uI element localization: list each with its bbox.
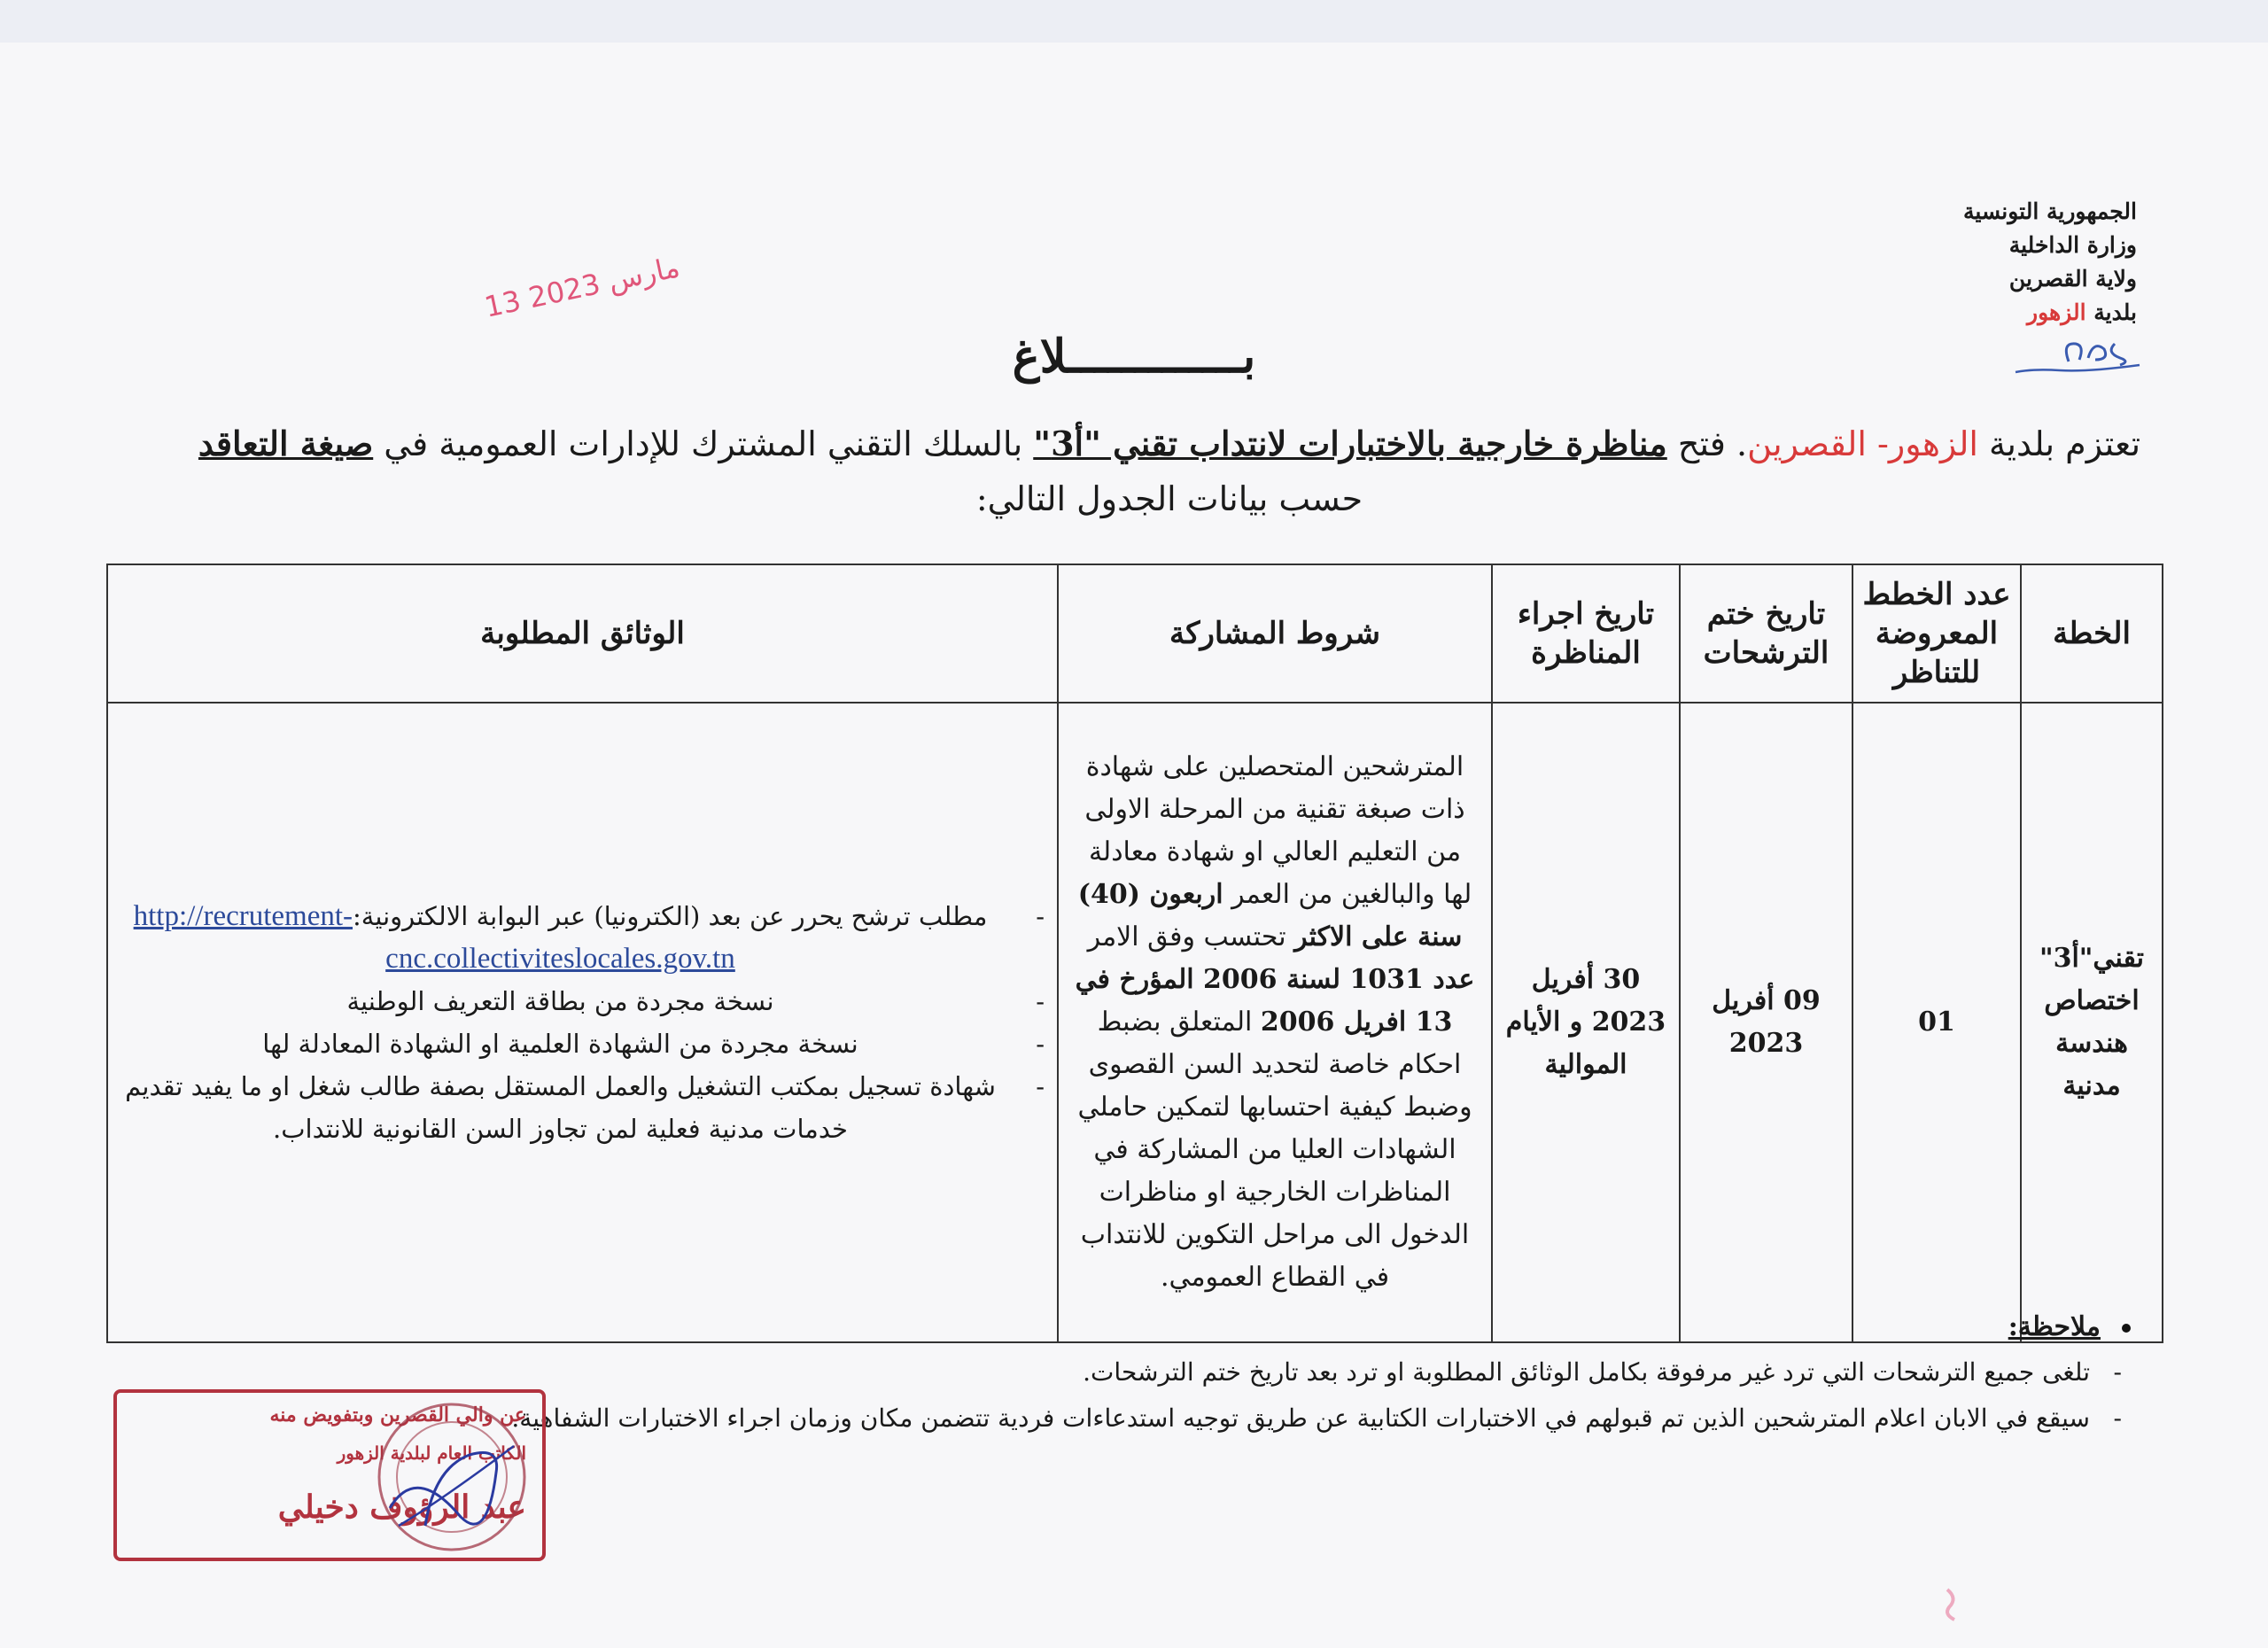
competition-table	[106, 564, 2163, 1343]
list-item: - نسخة مجردة من بطاقة التعريف الوطنية	[120, 980, 1045, 1022]
date-stamp: 13 مارس 2023	[481, 250, 683, 324]
list-item: - شهادة تسجيل بمكتب التشغيل والعمل المستقل بصفة طالب شغل او ما يفيد تقديم خدمات مدنية فعلية لمن تجاوز السن القانونية للانتداب.	[120, 1065, 1045, 1150]
list-item: - مطلب ترشح يحرر عن بعد (الكترونيا) عبر البوابة الالكترونية:http://recrutement-cnc.collectiviteslocales.gov.tn	[120, 895, 1045, 980]
notes-heading: ملاحظة:	[93, 1311, 2131, 1342]
header-governorate: ولاية القصرين	[2008, 266, 2137, 292]
stamp-line-delegation: عن والي القصرين وبتفويض منه	[269, 1403, 526, 1426]
header-conditions: شروط المشاركة	[1058, 564, 1492, 703]
note-item: - تلغى جميع الترشحات التي ترد غير مرفوقة بكامل الوثائق المطلوبة او ترد بعد تاريخ ختم الترشحات.	[93, 1349, 2131, 1395]
cell-conditions: المترشحين المتحصلين على شهادة ذات صبغة تقنية من المرحلة الاولى من التعليم العالي او شهادة معادلة لها والبالغين من العمر اربعون (40) سنة على الاكثر تحتسب وفق الامر عدد 1031 لسنة 2006 المؤرخ في 13 افريل 2006 المتعلق بضبط احكام خاصة لتحديد السن القصوى وضبط كيفية احتسابها لتمكين حاملي الشهادات العليا من المشاركة في المناظرات الخارجية او مناظرات الدخول الى مراحل التكوين للانتداب في القطاع العمومي.	[1058, 703, 1492, 1342]
bullet-icon	[2122, 1324, 2131, 1333]
cell-count: 01	[1852, 703, 2021, 1342]
cell-documents	[107, 703, 1058, 1342]
cell-plan: تقني"أ3" اختصاص هندسة مدنية	[2021, 703, 2163, 1342]
intro-paragraph: تعتزم بلدية الزهور- القصرين. فتح مناظرة خارجية بالاختبارات لانتداب تقني "أ3" بالسلك التقني المشترك للإدارات العمومية في صيغة التعاقد حسب بيانات الجدول التالي:	[198, 424, 2141, 518]
issuer-header	[1765, 195, 2137, 330]
round-seal-with-signature	[363, 1393, 540, 1561]
cell-close-date: 09 أفريل 2023	[1680, 703, 1852, 1342]
contract-mode: صيغة التعاقد	[198, 424, 374, 463]
header-count: عدد الخطط المعروضة للتناظر	[1852, 564, 2021, 703]
documents-list	[120, 895, 1045, 1150]
municipality-name: الزهور- القصرين	[1747, 424, 1978, 463]
scan-top-band	[0, 0, 2268, 43]
header-close-date: تاريخ ختم الترشحات	[1680, 564, 1852, 703]
header-plan: الخطة	[2021, 564, 2163, 703]
table-row	[107, 703, 2163, 1342]
header-documents: الوثائق المطلوبة	[107, 564, 1058, 703]
document-title: بـــــــــــــلاغ	[1012, 330, 1256, 384]
portal-link[interactable]: http://recrutement-cnc.collectiviteslocales.gov.tn	[133, 900, 735, 975]
stamp-line-name: عبد الرؤوف دخيلي	[277, 1489, 526, 1526]
header-ministry: وزارة الداخلية	[2008, 232, 2137, 258]
stamp-line-title: الكاتب العام لبلدية الزهور	[337, 1442, 526, 1464]
ink-mark	[1940, 1586, 1967, 1621]
note-item: - سيقع في الابان اعلام المترشحين الذين تم قبولهم في الاختبارات الكتابية عن طريق توجيه استدعاءات فردية تتضمن مكان وزمان اجراء الاختبارات الشفاهية.	[93, 1395, 2131, 1442]
header-republic: الجمهورية التونسية	[1963, 198, 2137, 224]
competition-title: مناظرة خارجية بالاختبارات لانتداب تقني "أ3"	[1033, 424, 1667, 463]
list-item: - نسخة مجردة من الشهادة العلمية او الشهادة المعادلة لها	[120, 1022, 1045, 1065]
cell-exam-date: 30 أفريل 2023 و الأيام الموالية	[1492, 703, 1680, 1342]
header-exam-date: تاريخ اجراء المناظرة	[1492, 564, 1680, 703]
header-municipality: بلدية الزهور	[2027, 299, 2137, 325]
table-header-row	[107, 564, 2163, 703]
